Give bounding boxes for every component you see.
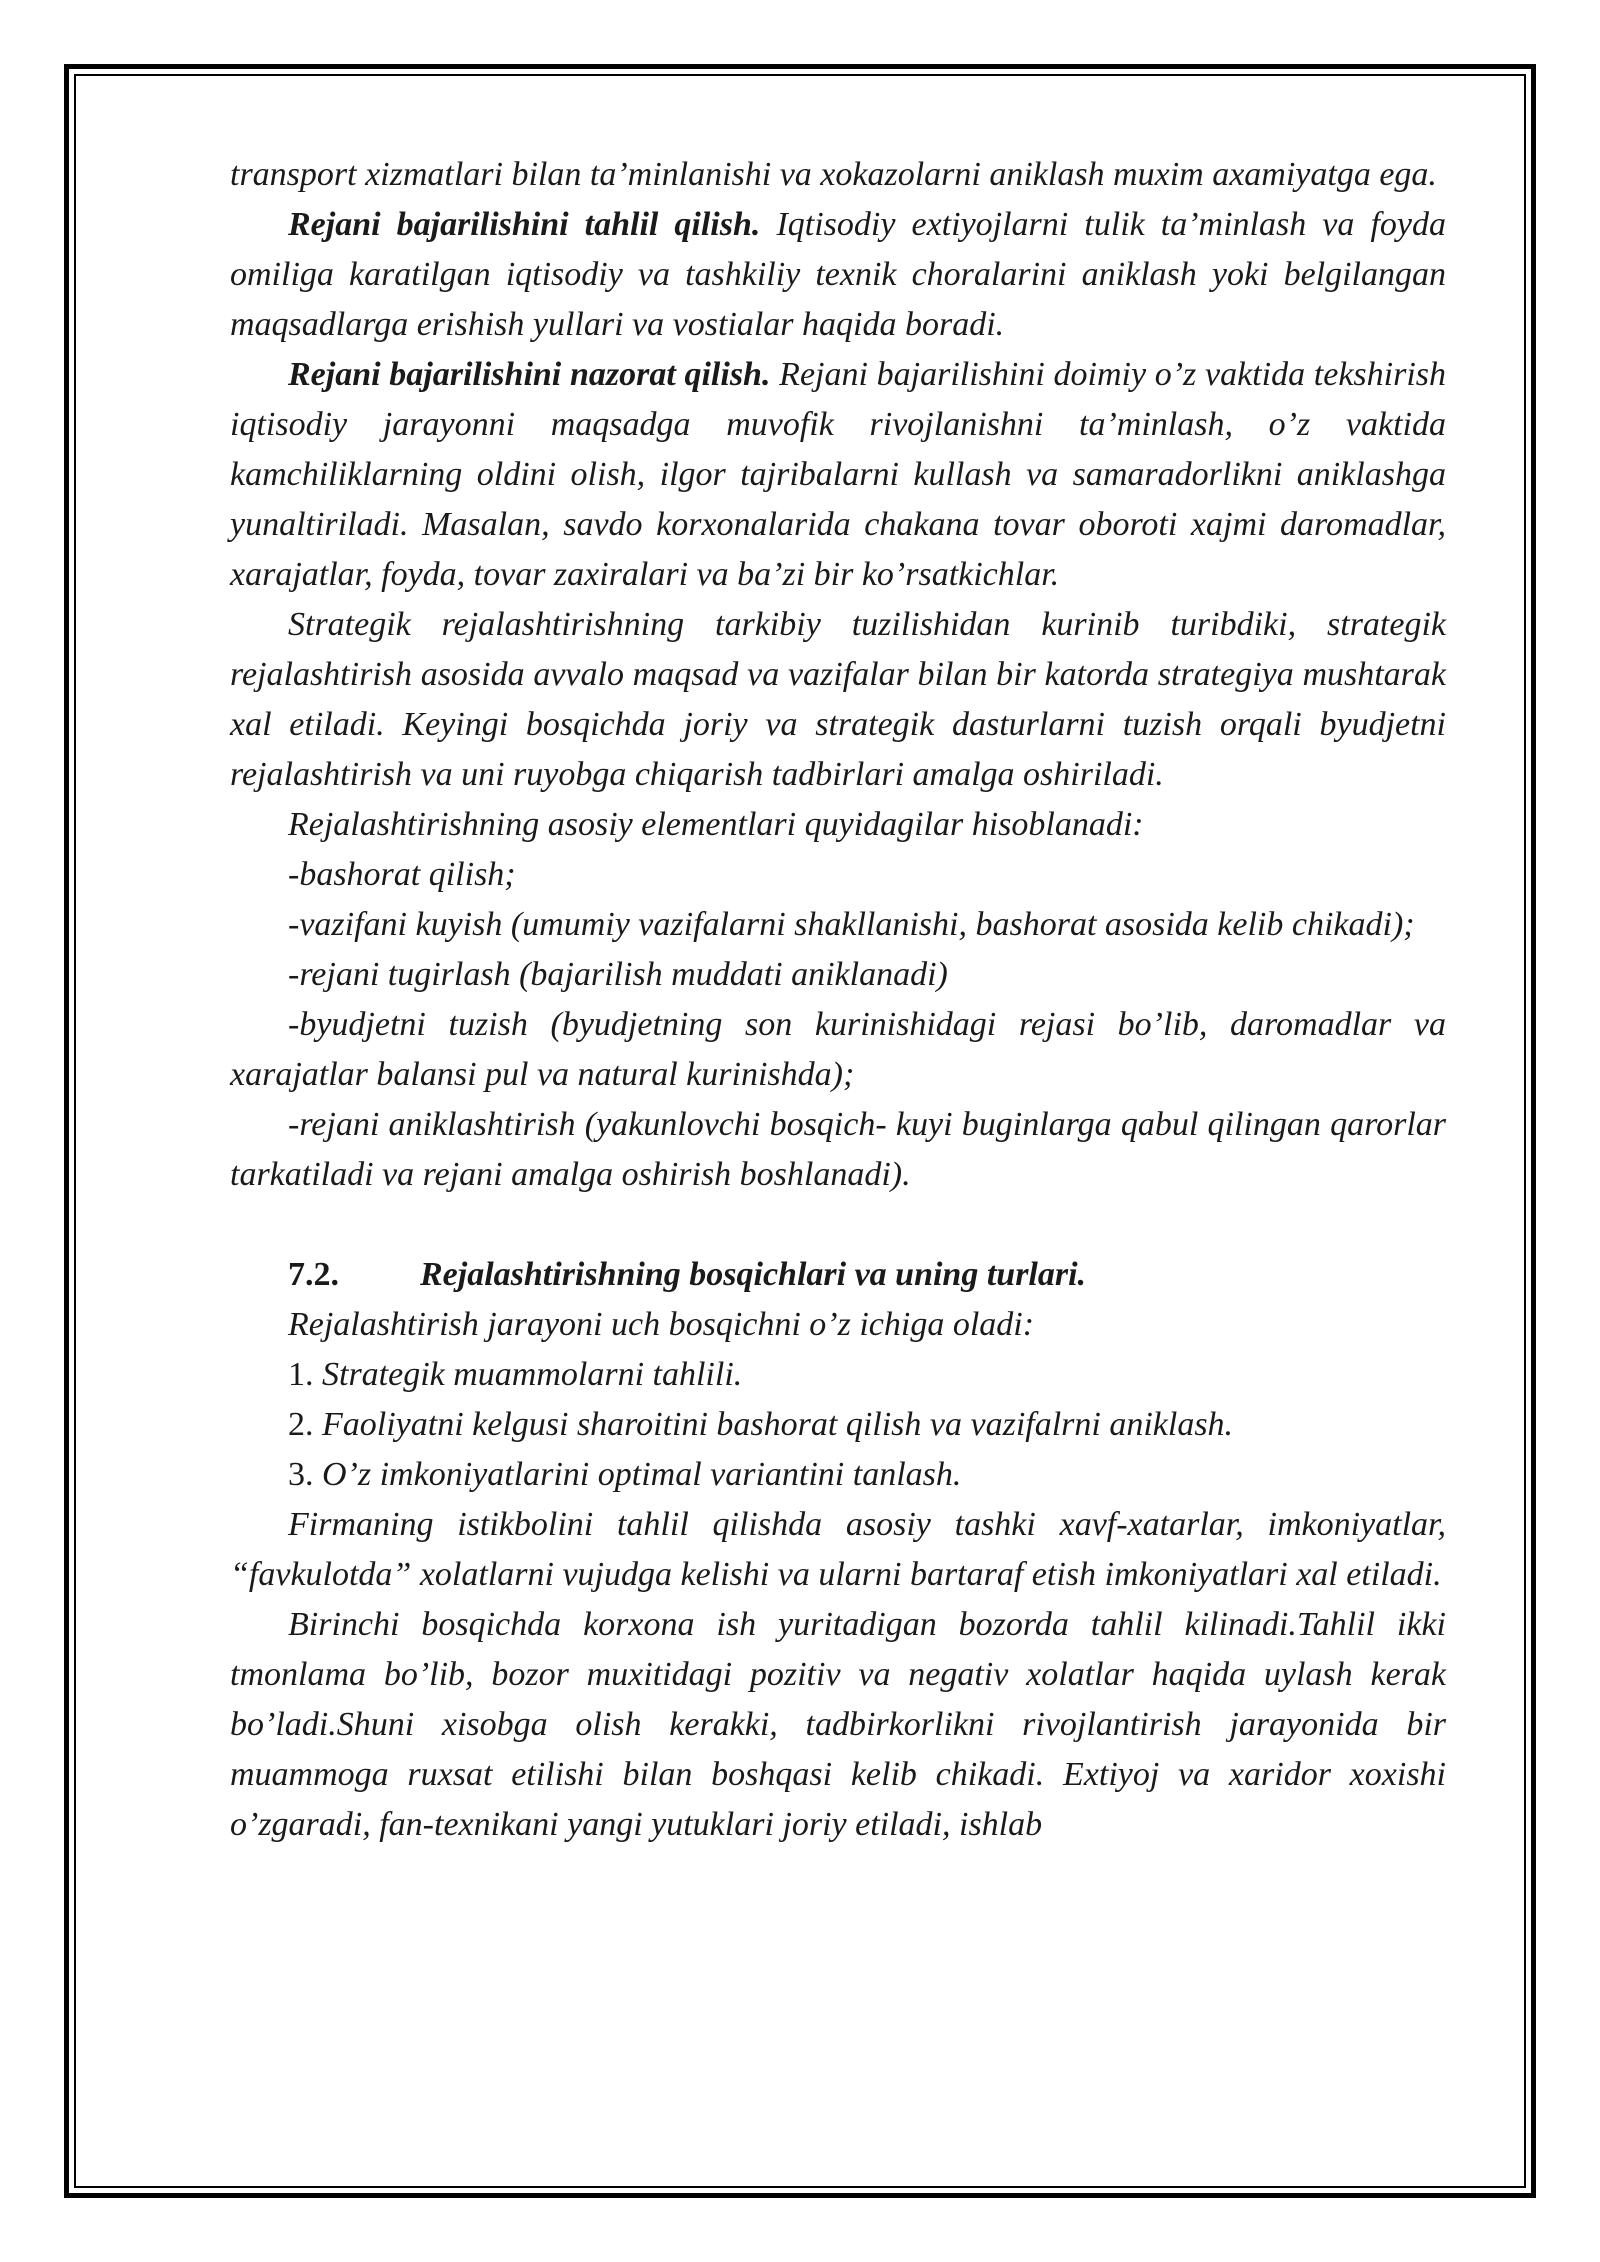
stage-item — [230, 1350, 1446, 1400]
term-plan-analysis: Rejani bajarilishini tahlil qilish. — [288, 206, 761, 243]
paragraph-plan-analysis — [230, 200, 1446, 350]
term-plan-control: Rejani bajarilishini nazorat qilish. — [288, 356, 771, 393]
stage-number: 1. — [288, 1356, 314, 1393]
section-title: Rejalashtirishning bosqichlari va uning turlari. — [420, 1256, 1087, 1293]
spacer — [230, 1200, 1446, 1250]
paragraph-firm: Firmaning istikbolini tahlil qilishda asosiy tashki xavf-xatarlar, imkoniyatlar, “favkulotda” xolatlarni vujudga kelishi va ularni bartaraf etish imkoniyatlari xal etiladi. — [230, 1506, 1446, 1593]
list-item: -bashorat qilish; — [288, 856, 516, 893]
stage-item — [230, 1450, 1446, 1500]
list-item: -byudjetni tuzish (byudjetning son kurinishidagi rejasi bo’lib, daromadlar va xarajatlar balansi pul va natural kurinishda); — [230, 1006, 1446, 1093]
list-item: -vazifani kuyish (umumiy vazifalarni shakllanishi, bashorat asosida kelib chikadi); — [288, 906, 1415, 943]
stage-number: 3. — [288, 1456, 314, 1493]
paragraph-strategic: Strategik rejalashtirishning tarkibiy tuzilishidan kurinib turibdiki, strategik rejalashtirish asosida avvalo maqsad va vazifalar bilan bir katorda strategiya mushtarak xal etiladi. Keyingi bosqichda joriy va strategik dasturlarni tuzish orqali byudjetni rejalashtirish va uni ruyobga chiqarish tadbirlari amalga oshiriladi. — [230, 606, 1446, 793]
paragraph-elements-intro: Rejalashtirishning asosiy elementlari quyidagilar hisoblanadi: — [288, 806, 1144, 843]
stage-text: Faoliyatni kelgusi sharoitini bashorat qilish va vazifalrni aniklash. — [313, 1406, 1234, 1443]
section-number: 7.2. — [288, 1256, 339, 1293]
paragraph-plan-control-text: Rejani bajarilishini doimiy o’z vaktida tekshirish iqtisodiy jarayonni maqsadga muvofik rivojlanishni ta’minlash, o’z vaktida kamchiliklarning oldini olish, ilgor tajribalarni kullash va samaradorlikni aniklashga yunaltiriladi. Masalan, savdo korxonalarida chakana tovar oboroti xajmi daromadlar, xarajatlar, foyda, tovar zaxiralari va ba’zi bir ko’rsatkichlar. — [230, 356, 1447, 593]
section-heading — [230, 1250, 1446, 1300]
stage-item — [230, 1400, 1446, 1450]
list-item: -rejani aniklashtirish (yakunlovchi bosqich- kuyi buginlarga qabul qilingan qarorlar tarkatiladi va rejani amalga oshirish boshlanadi). — [230, 1106, 1446, 1193]
paragraph-plan-control — [230, 350, 1446, 600]
paragraph-stages-intro: Rejalashtirish jarayoni uch bosqichni o’z ichiga oladi: — [288, 1306, 1035, 1343]
document-body — [230, 150, 1446, 1850]
stage-number: 2. — [288, 1406, 314, 1443]
stage-text: Strategik muammolarni tahlili. — [313, 1356, 743, 1393]
paragraph-first-stage: Birinchi bosqichda korxona ish yuritadigan bozorda tahlil kilinadi.Tahlil ikki tmonlama bo’lib, bozor muxitidagi pozitiv va negativ xolatlar haqida uylash kerak bo’ladi.Shuni xisobga olish kerakki, tadbirkorlikni rivojlantirish jarayonida bir muammoga ruxsat etilishi bilan boshqasi kelib chikadi. Extiyoj va xaridor xoxishi o’zgaradi, fan-texnikani yangi yutuklari joriy etiladi, ishlab — [230, 1606, 1446, 1843]
list-item: -rejani tugirlash (bajarilish muddati aniklanadi) — [288, 956, 948, 993]
paragraph-plan-analysis-text: Iqtisodiy extiyojlarni tulik ta’minlash va foyda omiliga karatilgan iqtisodiy va tashkiliy texnik choralarini aniklash yoki belgilangan maqsadlarga erishish yullari va vostialar haqida boradi. — [230, 206, 1446, 343]
stage-text: O’z imkoniyatlarini optimal variantini tanlash. — [313, 1456, 962, 1493]
paragraph-continuation: transport xizmatlari bilan ta’minlanishi va xokazolarni aniklash muxim axamiyatga ega. — [230, 156, 1437, 193]
